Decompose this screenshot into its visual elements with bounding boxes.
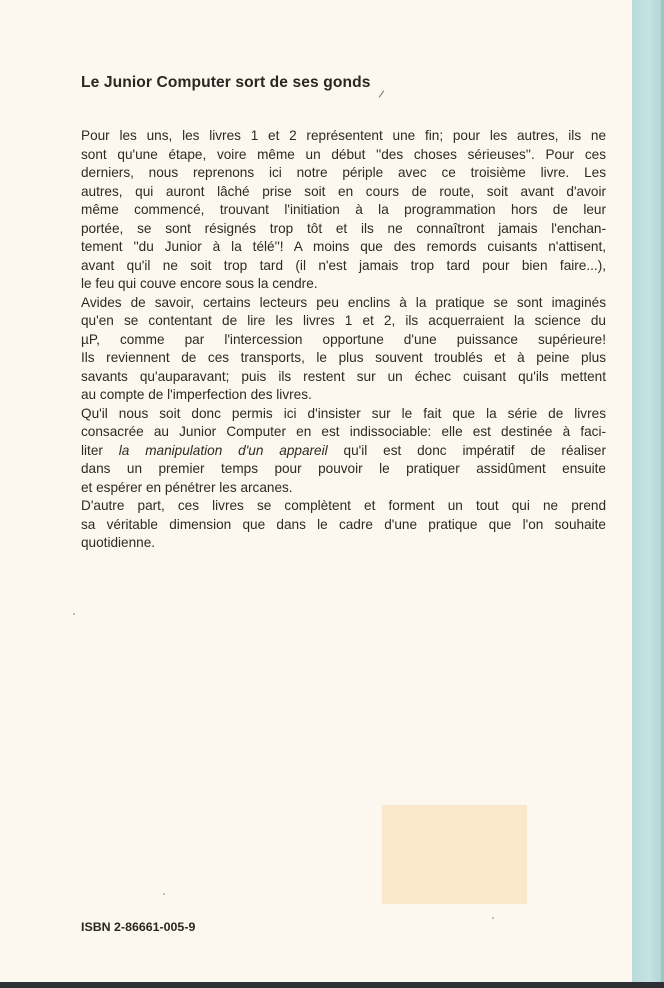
blurb-line: dans un premier temps pour pouvoir le pratiquer assidûment ensuite [81, 461, 606, 476]
blurb-line: Pour les uns, les livres 1 et 2 représentent une fin; pour les autres, ils ne [81, 128, 606, 143]
blurb-text [81, 127, 606, 553]
blurb-line: qu'en se contentant de lire les livres 1 et 2, ils acquerraient la science du [81, 313, 606, 328]
blurb-line: µP, comme par l'intercession opportune d'une puissance supérieure! [81, 331, 606, 347]
removed-sticker-mark [382, 805, 527, 904]
blurb-line [81, 442, 606, 461]
blurb-line: le feu qui couve encore sous la cendre. [81, 276, 318, 291]
blurb-line: quotidienne. [81, 535, 156, 550]
blurb-line: autres, qui auront lâché prise soit en cours de route, soit avant d'avoir [81, 183, 606, 199]
blurb-italic-phrase: la manipulation d'un appareil [118, 442, 328, 458]
blurb-line-segment: liter [81, 442, 119, 458]
blurb-line: sont qu'une étape, voire même un début ''des choses sérieuses''. Pour ces [81, 146, 606, 162]
blurb-line: avant qu'il ne soit trop tard (il n'est jamais trop tard pour bien faire...), [81, 257, 606, 273]
blurb-line: Avides de savoir, certains lecteurs peu enclins à la pratique se sont imaginés [81, 294, 606, 310]
cover-title: Le Junior Computer sort de ses gonds [81, 74, 371, 91]
blurb-line: au compte de l'imperfection des livres. [81, 387, 312, 402]
blurb-line: et espérer en pénétrer les arcanes. [81, 479, 293, 495]
paper-speck [492, 917, 494, 919]
blurb-line: savants qu'auparavant; puis ils restent sur un échec cuisant qu'ils mettent [81, 368, 606, 384]
blurb-line: derniers, nous reprenons ici notre périple avec ce troisième livre. Les [81, 165, 606, 180]
paper-speck [73, 613, 75, 615]
spine-color-band [632, 0, 661, 982]
blurb-line: Qu'il nous soit donc permis ici d'insister sur le fait que la série de livres [81, 405, 606, 421]
blurb-line: sa véritable dimension que dans le cadre d'une pratique que l'on souhaite [81, 516, 606, 532]
blurb-line: consacrée au Junior Computer en est indissociable: elle est destinée à faci- [81, 424, 606, 439]
pen-mark [379, 90, 384, 97]
paper-speck [163, 893, 165, 895]
blurb-line: portée, se sont résignés trop tôt et ils ne connaîtront jamais l'enchan- [81, 220, 606, 236]
blurb-line: Ils reviennent de ces transports, le plus souvent troublés et à peine plus [81, 350, 606, 365]
scan-edge [0, 982, 664, 988]
blurb-line: tement ''du Junior à la télé''! A moins que des remords cuisants n'attisent, [81, 239, 606, 254]
blurb-line: même commencé, trouvant l'initiation à la programmation hors de leur [81, 202, 606, 217]
isbn-number: ISBN 2-86661-005-9 [81, 920, 196, 934]
blurb-line: D'autre part, ces livres se complètent et forment un tout qui ne prend [81, 498, 606, 513]
blurb-line-segment: qu'il est donc impératif de réaliser [327, 442, 606, 458]
